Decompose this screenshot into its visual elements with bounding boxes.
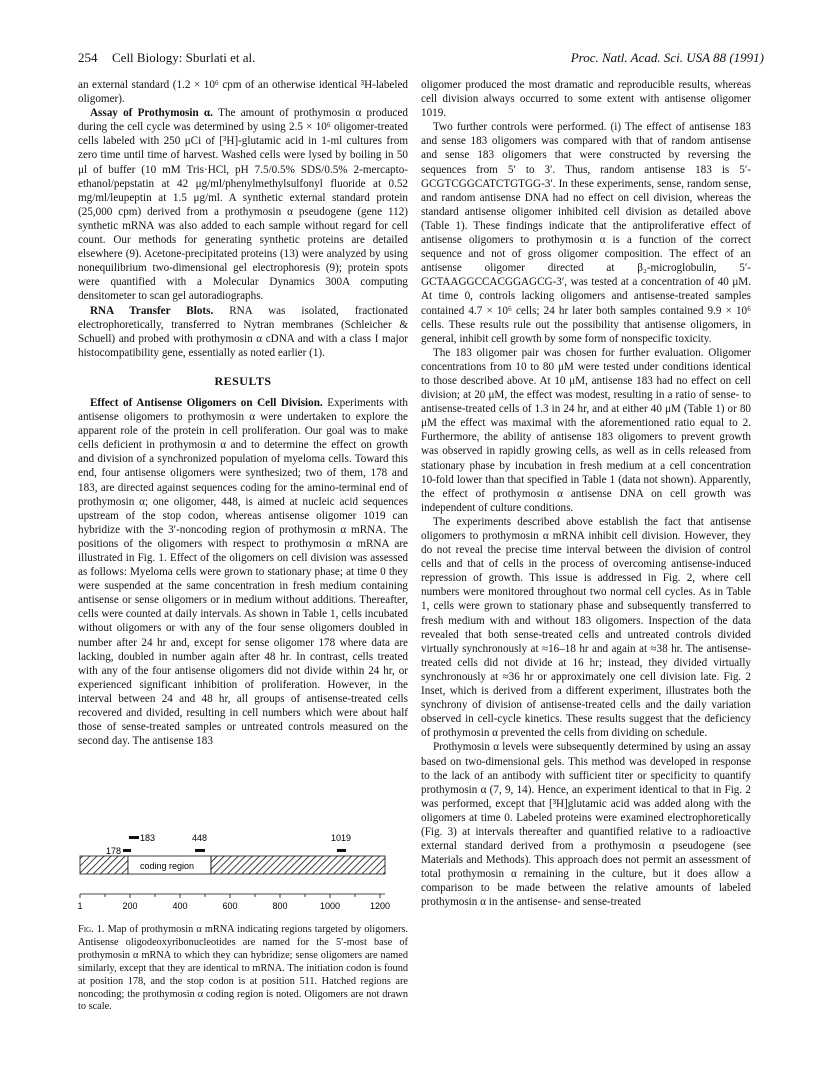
paragraph: The 183 oligomer pair was chosen for further evaluation. Oligomer concentrations from 10 to 80 μM were tested under conditions identical to those described above. At 10 μM, antisense 183 had no effect on cell division; at 20 μM, the effect was modest, resulting in a ratio of sense- to antisense-treated cells of 1.3 in 24 hr, and at either 40 μM (Table 1) or 80 μM the effect was maximal with the aforementioned ratio equal to 2. Furthermore, the ability of antisense 183 oligomers to prevent growth was observed in rapidly growing cells, as well as in cells released from stationary phase by incubation in fresh medium at a cell concentration 10-fold lower than that specified in Table 1 (data not shown). Apparently, the effect of prothymosin α antisense DNA on cell growth was independent of culture conditions. [421,346,751,514]
run-in-heading: RNA Transfer Blots. [90,304,214,317]
tick-label: 1200 [369,901,391,911]
page-header [0,50,816,70]
coding-region-label: coding region [140,861,195,871]
oligo-label-448: 448 [192,833,208,843]
oligo-bar-448 [195,849,205,852]
oligo-label-183: 183 [140,833,156,843]
page-number: 254 [78,50,98,65]
run-in-heading: Assay of Prothymosin α. [90,107,213,120]
left-column [78,78,408,748]
paragraph: The experiments described above establish the fact that antisense oligomers to prothymosin α mRNA inhibit cell division. However, they do not reveal the precise time interval between the division of control cells and that of cells in the process of overcoming antisense-induced repression of growth. This issue is addressed in Fig. 2, where cell numbers were monitored throughout two normal cell cycles. As in Table 1, cells were grown to stationary phase and subsequently transferred to fresh medium with and without 183 oligomers. Inspection of the data revealed that both sense-treated cells and untreated controls divided virtually synchronously at ≈16–18 hr and again at ≈38 hr. The antisense-treated cells did not divide at 16 hr; instead, they divided virtually synchronously at ≈36 hr or approximately one cell division late. Fig. 2 Inset, which is derived from a different experiment, illustrates both the synchrony of division of antisense-treated cells and the daily variation observed in cell-cycle kinetics. These results suggest that the deficiency of prothymosin α prevented the cells from dividing on schedule. [421,515,751,740]
oligo-label-178: 178 [106,846,122,856]
noncoding-region-5 [80,856,128,874]
oligo-bar-183 [129,836,139,839]
figure-label: Fig. 1. [78,924,105,935]
axis-ticks [80,894,380,898]
tick-label: 600 [222,901,238,911]
section-heading: RESULTS [214,373,272,388]
running-title: Cell Biology: Sburlati et al. [112,50,256,65]
oligo-label-1019: 1019 [331,833,352,843]
right-column [421,78,751,910]
caption-text: Map of prothymosin α mRNA indicating regions targeted by oligomers. Antisense oligodeoxyribonucleotides are named for the 5′-most base of prothymosin α mRNA to which they can hybridize; sense oligomers are named similarly, except that they are identical to mRNA. The initiation codon is found at position 178, and the stop codon is at position 511. Hatched regions are noncoding; the prothymosin α coding region is noted. Oligomers are not drawn to scale. [78,924,408,1013]
paragraph [78,396,408,748]
oligo-bar-178 [123,849,131,852]
paragraph: Two further controls were performed. (i) The effect of antisense 183 and sense 183 oligomers was compared with that of random antisense and sense 183 oligomers that were constructed by reversing the sequences from 5′ to 3′. Thus, random antisense 183 is 5′-GCGTCGGCATCTGTGG-3′. In these experiments, sense, random sense, and random antisense DNA had no effect on cell division, whereas the standard antisense oligomer inhibited cell division as detailed above (Table 1). These findings indicate that the antiproliferative effect of antisense oligomers to prothymosin α is a function of the correct sequence and not of gross oligomer composition. The effect of an antisense oligomer directed at β₂-microglobulin, 5′-GCTAAGGCCACGGAGCG-3′, was tested at a concentration of 40 μM. At time 0, controls lacking oligomers and antisense-treated samples contained 4.7 × 10⁶ cells; 24 hr later both samples contained 9.9 × 10⁶ cells. These results rule out the possibility that antisense oligomers, in general, inhibit cell growth by some form of nonspecific toxicity. [421,121,751,345]
paragraph [78,106,408,303]
tick-label: 200 [122,901,138,911]
figure-1-mrna-map [78,832,398,932]
paragraph [78,304,408,360]
paragraph: an external standard (1.2 × 10⁶ cpm of an otherwise identical ³H-labeled oligomer). [78,79,408,106]
oligo-bar-1019 [337,849,346,852]
paragraph-text: Experiments with antisense oligomers to prothymosin α were undertaken to explore the apparent role of the protein in cell proliferation. Our goal was to make cells deficient in prothymosin α and to determine the effect on growth and division of a synchronized population of myeloma cells. Toward this end, four antisense oligomers were synthesized; two of them, 178 and 183, are directed against sequences coding for the amino-terminal end of prothymosin α; one oligomer, 448, is aimed at nucleic acid sequences upstream of the stop codon, whereas antisense oligomer 1019 can hybridize with the 3′-noncoding region of prothymosin α mRNA. The positions of the oligomers with respect to prothymosin α mRNA are illustrated in Fig. 1. Effect of the oligomers on cell division was assessed as follows: Myeloma cells were grown to stationary phase; at time 0 they were suspended at the same concentration in fresh medium containing antisense or sense oligomers or in medium without additions. Thereafter, cells were counted at daily intervals. As shown in Table 1, cells incubated without oligomers or with any of the four sense oligomers doubled in number after 24 hr and, except for sense oligomer 178 where data are lacking, doubled in number again after 48 hr. In contrast, cells treated with any of the four antisense oligomers did not divide within 24 hr, or experienced significant inhibition of proliferation. However, in the interval between 24 and 48 hr, all groups of antisense-treated cells recovered and divided, resulting in cell numbers which were about half those of sense-treated samples or untreated controls measured on the second day. The antisense 183 [78,396,408,748]
tick-label: 1 [77,901,83,911]
figure-caption [78,924,408,1014]
tick-label: 800 [272,901,288,911]
run-in-heading: Effect of Antisense Oligomers on Cell Division. [90,396,323,409]
paragraph: oligomer produced the most dramatic and reproducible results, whereas cell division always occurred to some extent with antisense oligomer 1019. [421,79,751,120]
paragraph-text: The amount of prothymosin α produced during the cell cycle was determined by using 2.5 × 10⁶ oligomer-treated cells labeled with 250 μCi of [³H]-glutamic acid in 1-ml cultures from zero time until time of harvest. Washed cells were lysed by boiling in 50 μl of buffer (10 mM Tris·HCl, pH 7.5/0.5% SDS/0.5% 2-mercapto-ethanol/pepstatin at 42 μg/ml/phenylmethylsulfonyl fluoride at 0.52 mg/ml/leupeptin at 1.5 μg/ml. A synthetic external standard protein (25,000 cpm) derived from a prothymosin α pseudogene (gene 112) synthetic mRNA was also added to each sample without regard for cell count. Our methods for generating synthetic proteins are detailed elsewhere (9). Acetone-precipitated proteins (13) were analyzed by using nonequilibrium two-dimensional gel electrophoresis (9); protein spots were quantified with a Molecular Dynamics 300A computing densitometer to scan gel autoradiographs. [78,107,408,303]
tick-label: 1000 [319,901,341,911]
paragraph-text: RNA was isolated, fractionated electrophoretically, transferred to Nytran membranes (Schleicher & Schuell) and probed with prothymosin α cDNA and with a class I major histocompatibility gene, essentially as noted earlier (1). [78,304,408,359]
journal-citation: Proc. Natl. Acad. Sci. USA 88 (1991) [570,50,764,65]
paragraph: Prothymosin α levels were subsequently determined by using an assay based on two-dimensional gels. This method was developed in response to the lack of an antibody with sufficient titer or specificity to quantify prothymosin α (7, 9, 14). Hence, an experiment identical to that in Fig. 2 was performed, except that [³H]glutamic acid was added along with the oligomers at time 0. Labeled proteins were examined electrophoretically (Fig. 3) at intervals thereafter and quantified relative to a radioactive external standard derived from a prothymosin α pseudogene (see Materials and Methods). This approach does not permit an assessment of total prothymosin α remaining in the culture, but it does allow a comparison to be made between the relative amounts of labeled prothymosin α in the antisense- and sense-treated [421,741,751,909]
noncoding-region-3 [211,856,385,874]
tick-label: 400 [172,901,188,911]
